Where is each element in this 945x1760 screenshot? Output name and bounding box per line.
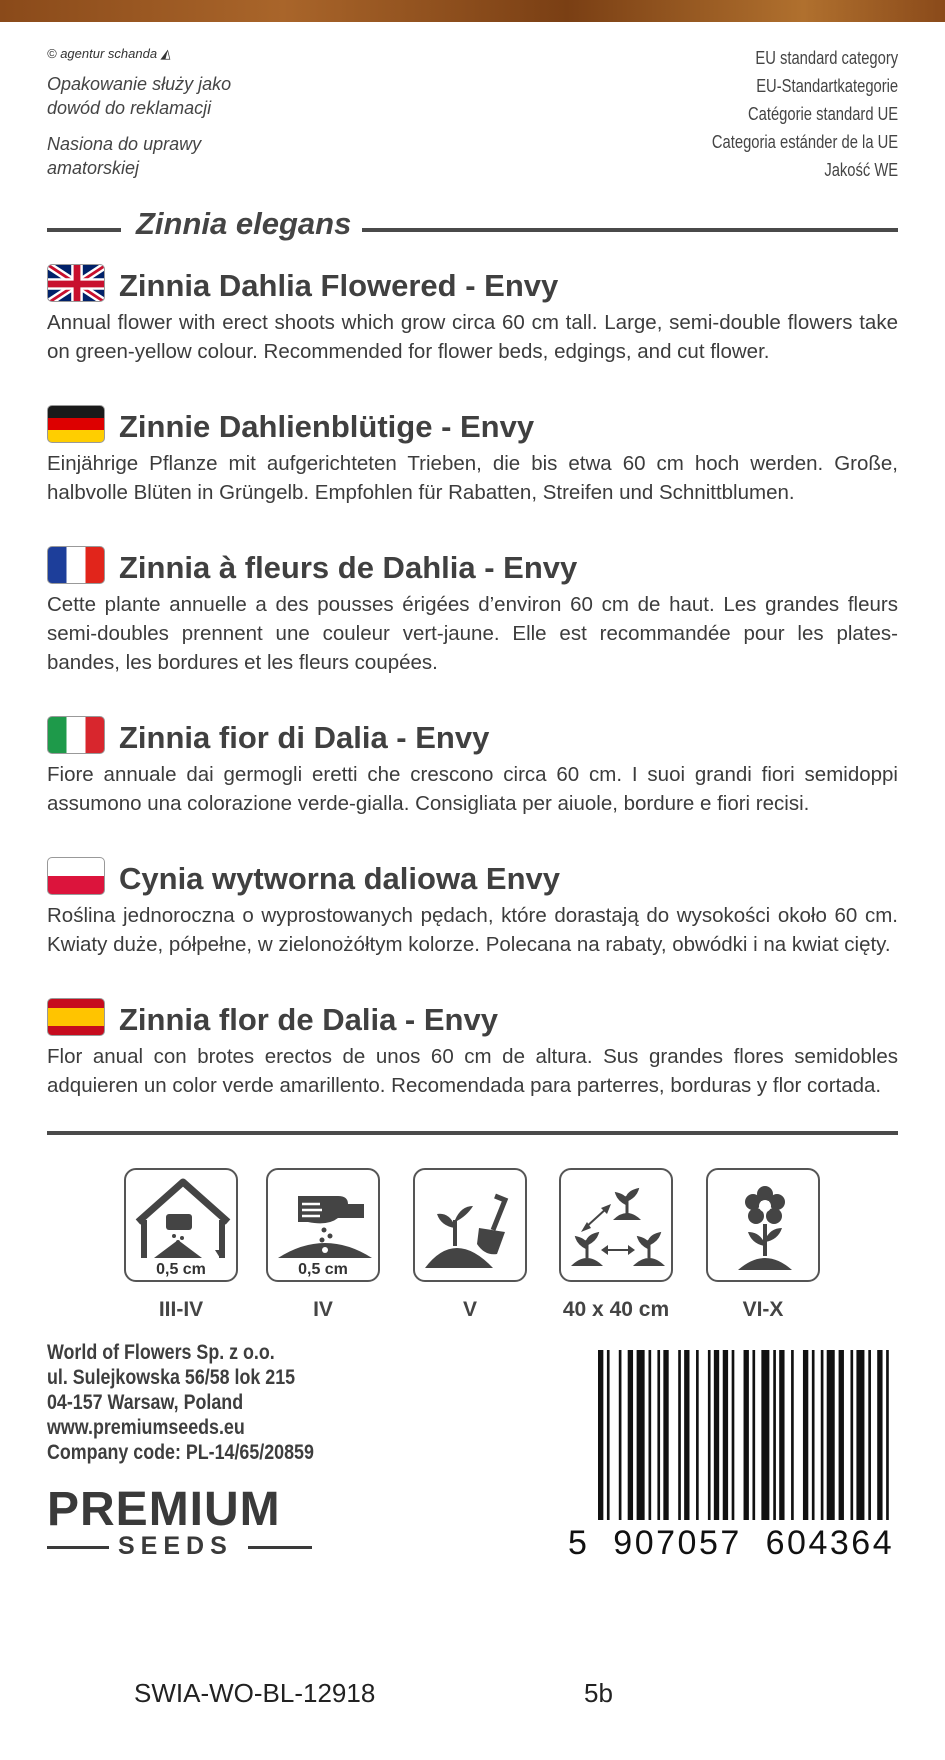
warranty-note-line-2: dowód do reklamacji [47,98,212,118]
latin-name: Zinnia elegans [136,206,352,241]
flowering-months: VI-X [742,1298,784,1321]
flowering-icon [706,1168,820,1282]
section-title: Zinnia fior di Dalia - Envy [119,720,490,755]
company-name: World of Flowers Sp. z o.o. [47,1341,275,1364]
section-title: Zinnie Dahlienblütige - Envy [119,409,535,444]
divider-right [362,228,898,232]
category-es: Categoria estánder de la UE [711,132,898,152]
divider-left [47,228,121,232]
product-code: SWIA-WO-BL-12918 [134,1678,376,1708]
uk-flag-icon [47,264,105,302]
france-flag-icon [47,546,105,584]
brand-credit: © agentur schanda ◭ [47,46,171,61]
sowing-greenhouse-months: III-IV [158,1298,204,1321]
company-city: 04-157 Warsaw, Poland [47,1391,244,1414]
italy-flag-icon [47,716,105,754]
brand-name: agentur schanda [60,46,158,61]
eu-category-list [712,44,898,184]
section-title: Cynia wytworna daliowa Envy [119,861,561,896]
section-description: Cette plante annuelle a des pousses érigées d’environ 60 cm de haut. Les grandes fleurs semi-doubles prennent une couleur vert-jaune. Elle est recommandée pour les plates-bandes, les bordures et les fleurs coupées. [47,593,898,674]
sowing-depth-caption: 0,5 cm [156,1261,206,1278]
company-code: Company code: PL-14/65/20859 [47,1441,314,1464]
logo-line-left [47,1546,109,1549]
amateur-note-line-2: amatorskiej [47,158,140,178]
germany-flag-icon [47,405,105,443]
section-title: Zinnia à fleurs de Dahlia - Envy [119,550,578,585]
greenhouse-sowing-icon [124,1168,238,1282]
outdoor-sowing-icon [266,1168,380,1282]
logo-premium: PREMIUM [47,1483,281,1536]
section-description: Annual flower with erect shoots which grow circa 60 cm tall. Large, semi-double flowers take on green-yellow colour. Recommended for flower beds, edgings, and cut flower. [47,311,898,363]
section-description: Fiore annuale dai germogli eretti che crescono circa 60 cm. I suoi grandi fiori semidoppi assumono una colorazione verde-gialla. Consigliata per aiuole, bordure e fiori recisi. [47,763,898,815]
top-color-bar [0,0,945,22]
section-description: Einjährige Pflanze mit aufgerichteten Trieben, die bis etwa 60 cm hoch werden. Große, halbvolle Blüten in Grüngelb. Empfohlen für Rabatten, Streifen und Schnittblumen. [47,452,898,504]
amateur-note-line-1: Nasiona do uprawy [47,134,202,154]
transplanting-icon [413,1168,527,1282]
section-title: Zinnia flor de Dalia - Envy [119,1002,498,1037]
barcode-icon [598,1350,898,1520]
sowing-outdoor-months: IV [313,1298,333,1321]
company-website[interactable]: www.premiumseeds.eu [47,1416,245,1439]
barcode-digits: 5 907057 604364 [568,1524,895,1562]
logo-seeds: SEEDS [118,1532,233,1560]
section-description: Roślina jednoroczna o wyprostowanych pędach, które dorastają do wysokości około 60 cm. Kwiaty duże, półpełne, w zielonożółtym kolorze. Polecana na rabaty, obwódki i na kwiat cięty. [47,904,898,956]
poland-flag-icon [47,857,105,895]
category-de: EU-Standartkategorie [756,76,898,96]
warranty-note-line-1: Opakowanie służy jako [47,74,232,94]
spacing-icon [559,1168,673,1282]
company-street: ul. Sulejkowska 56/58 lok 215 [47,1366,296,1389]
logo-line-right [248,1546,312,1549]
section-title: Zinnia Dahlia Flowered - Envy [119,268,559,303]
divider-bottom [47,1131,898,1135]
category-fr: Catégorie standard UE [747,104,898,124]
transplanting-months: V [462,1298,477,1321]
category-en: EU standard category [755,48,898,68]
spain-flag-icon [47,998,105,1036]
category-pl: Jakość WE [824,160,898,180]
section-description: Flor anual con brotes erectos de unos 60 cm de altura. Sus grandes flores semidobles adquieren un color verde amarillento. Recomendada para parterres, borduras y flor cortada. [47,1045,898,1097]
amateur-note [47,132,307,180]
warranty-note [47,72,307,120]
company-info [47,1340,353,1465]
plant-spacing: 40 x 40 cm [562,1298,670,1321]
brand-logo-icon: ◭ [160,46,171,61]
variant-code: 5b [584,1678,613,1708]
sowing-depth-caption: 0,5 cm [298,1261,348,1278]
